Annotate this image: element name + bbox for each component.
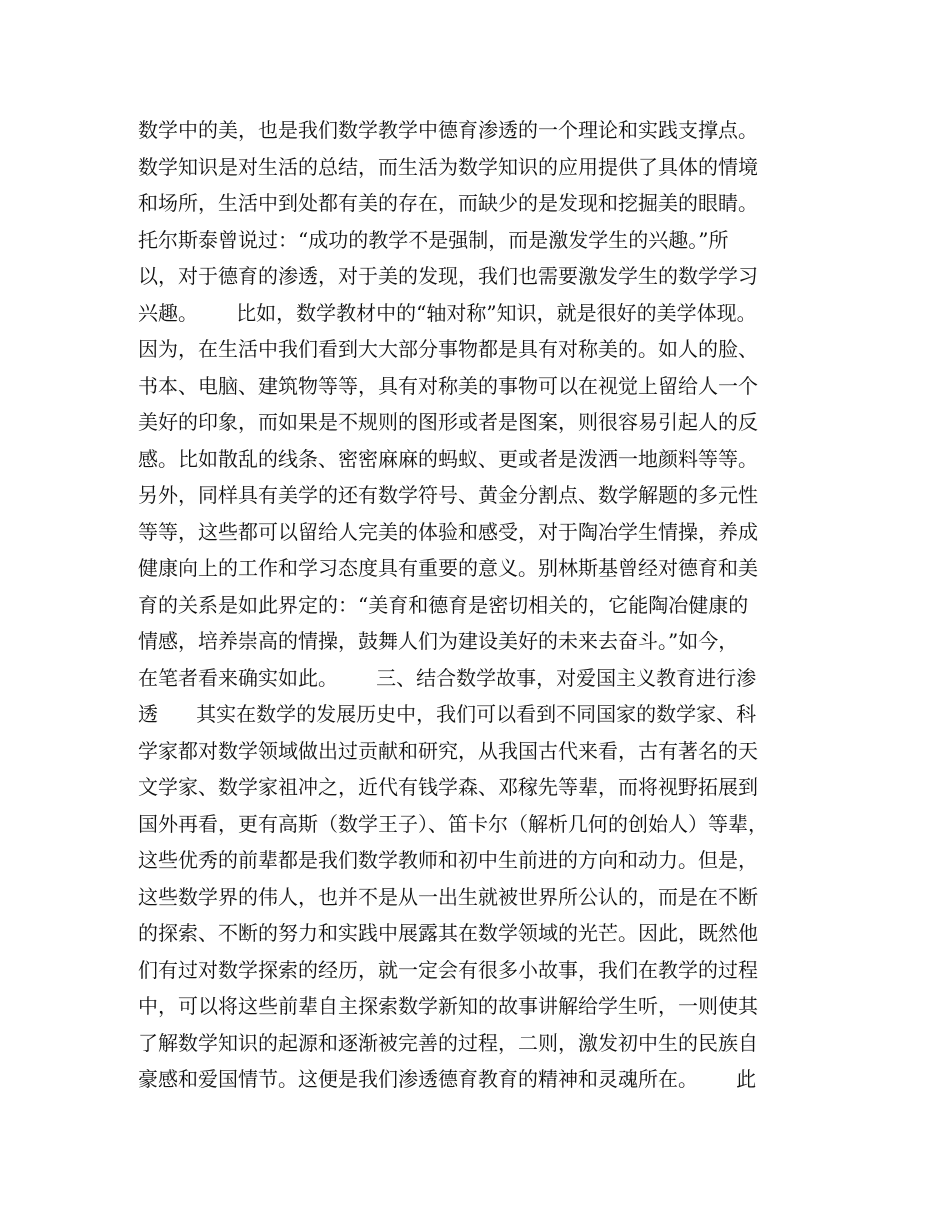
text-line: 育的关系是如此界定的：“美育和德育是密切相关的，它能陶冶健康的	[138, 592, 749, 617]
text-line: 数学中的美，也是我们数学教学中德育渗透的一个理论和实践支撑点。	[138, 118, 758, 142]
text-line: 美好的印象，而如果是不规则的图形或者是图案，则很容易引起人的反	[138, 410, 758, 434]
text-line: 的探索、不断的努力和实践中展露其在数学领域的光芒。因此，既然他	[138, 921, 758, 945]
text-line: 另外，同样具有美学的还有数学符号、黄金分割点、数学解题的多元性	[138, 483, 758, 507]
text-line: 这些优秀的前辈都是我们数学教师和初中生前进的方向和动力。但是，	[138, 848, 758, 872]
text-line: 健康向上的工作和学习态度具有重要的意义。别林斯基曾经对德育和美	[138, 556, 758, 580]
text-line: 因为，在生活中我们看到大大部分事物都是具有对称美的。如人的脸、	[138, 337, 758, 361]
text-line: 国外再看，更有高斯（数学王子）、笛卡尔（解析几何的创始人）等辈，	[138, 811, 768, 836]
text-line: 学家都对数学领域做出过贡献和研究，从我国古代来看，古有著名的天	[138, 738, 758, 763]
body-text	[138, 112, 838, 1098]
text-line: 数学知识是对生活的总结，而生活为数学知识的应用提供了具体的情境	[138, 154, 758, 179]
text-line: 等等，这些都可以留给人完美的体验和感受，对于陶冶学生情操，养成	[138, 519, 758, 544]
text-line: 豪感和爱国情节。这便是我们渗透德育教育的精神和灵魂所在。 此	[138, 1067, 757, 1091]
text-line: 托尔斯泰曾说过：“成功的教学不是强制，而是激发学生的兴趣。”所	[138, 227, 729, 252]
text-line: 在笔者看来确实如此。 三、结合数学故事，对爱国主义教育进行渗	[138, 665, 757, 690]
text-line: 感。比如散乱的线条、密密麻麻的蚂蚁、更或者是泼洒一地颜料等等。	[138, 446, 758, 471]
text-line: 了解数学知识的起源和逐渐被完善的过程，二则，激发初中生的民族自	[138, 1030, 758, 1055]
text-line: 文学家、数学家祖冲之，近代有钱学森、邓稼先等辈，而将视野拓展到	[138, 775, 758, 799]
text-line: 们有过对数学探索的经历，就一定会有很多小故事，我们在教学的过程	[138, 957, 758, 982]
text-line: 透 其实在数学的发展历史中，我们可以看到不同国家的数学家、科	[138, 702, 757, 726]
text-line: 和场所，生活中到处都有美的存在，而缺少的是发现和挖掘美的眼睛。	[138, 191, 758, 215]
text-line: 兴趣。 比如，数学教材中的“轴对称”知识，就是很好的美学体现。	[138, 300, 757, 325]
text-line: 情感，培养崇高的情操，鼓舞人们为建设美好的未来去奋斗。”如今，	[138, 629, 739, 653]
text-line: 以，对于德育的渗透，对于美的发现，我们也需要激发学生的数学学习	[138, 264, 758, 288]
text-line: 这些数学界的伟人，也并不是从一出生就被世界所公认的，而是在不断	[138, 884, 758, 909]
text-line: 中，可以将这些前辈自主探索数学新知的故事讲解给学生听，一则使其	[138, 994, 758, 1018]
text-line: 书本、电脑、建筑物等等，具有对称美的事物可以在视觉上留给人一个	[138, 373, 758, 398]
